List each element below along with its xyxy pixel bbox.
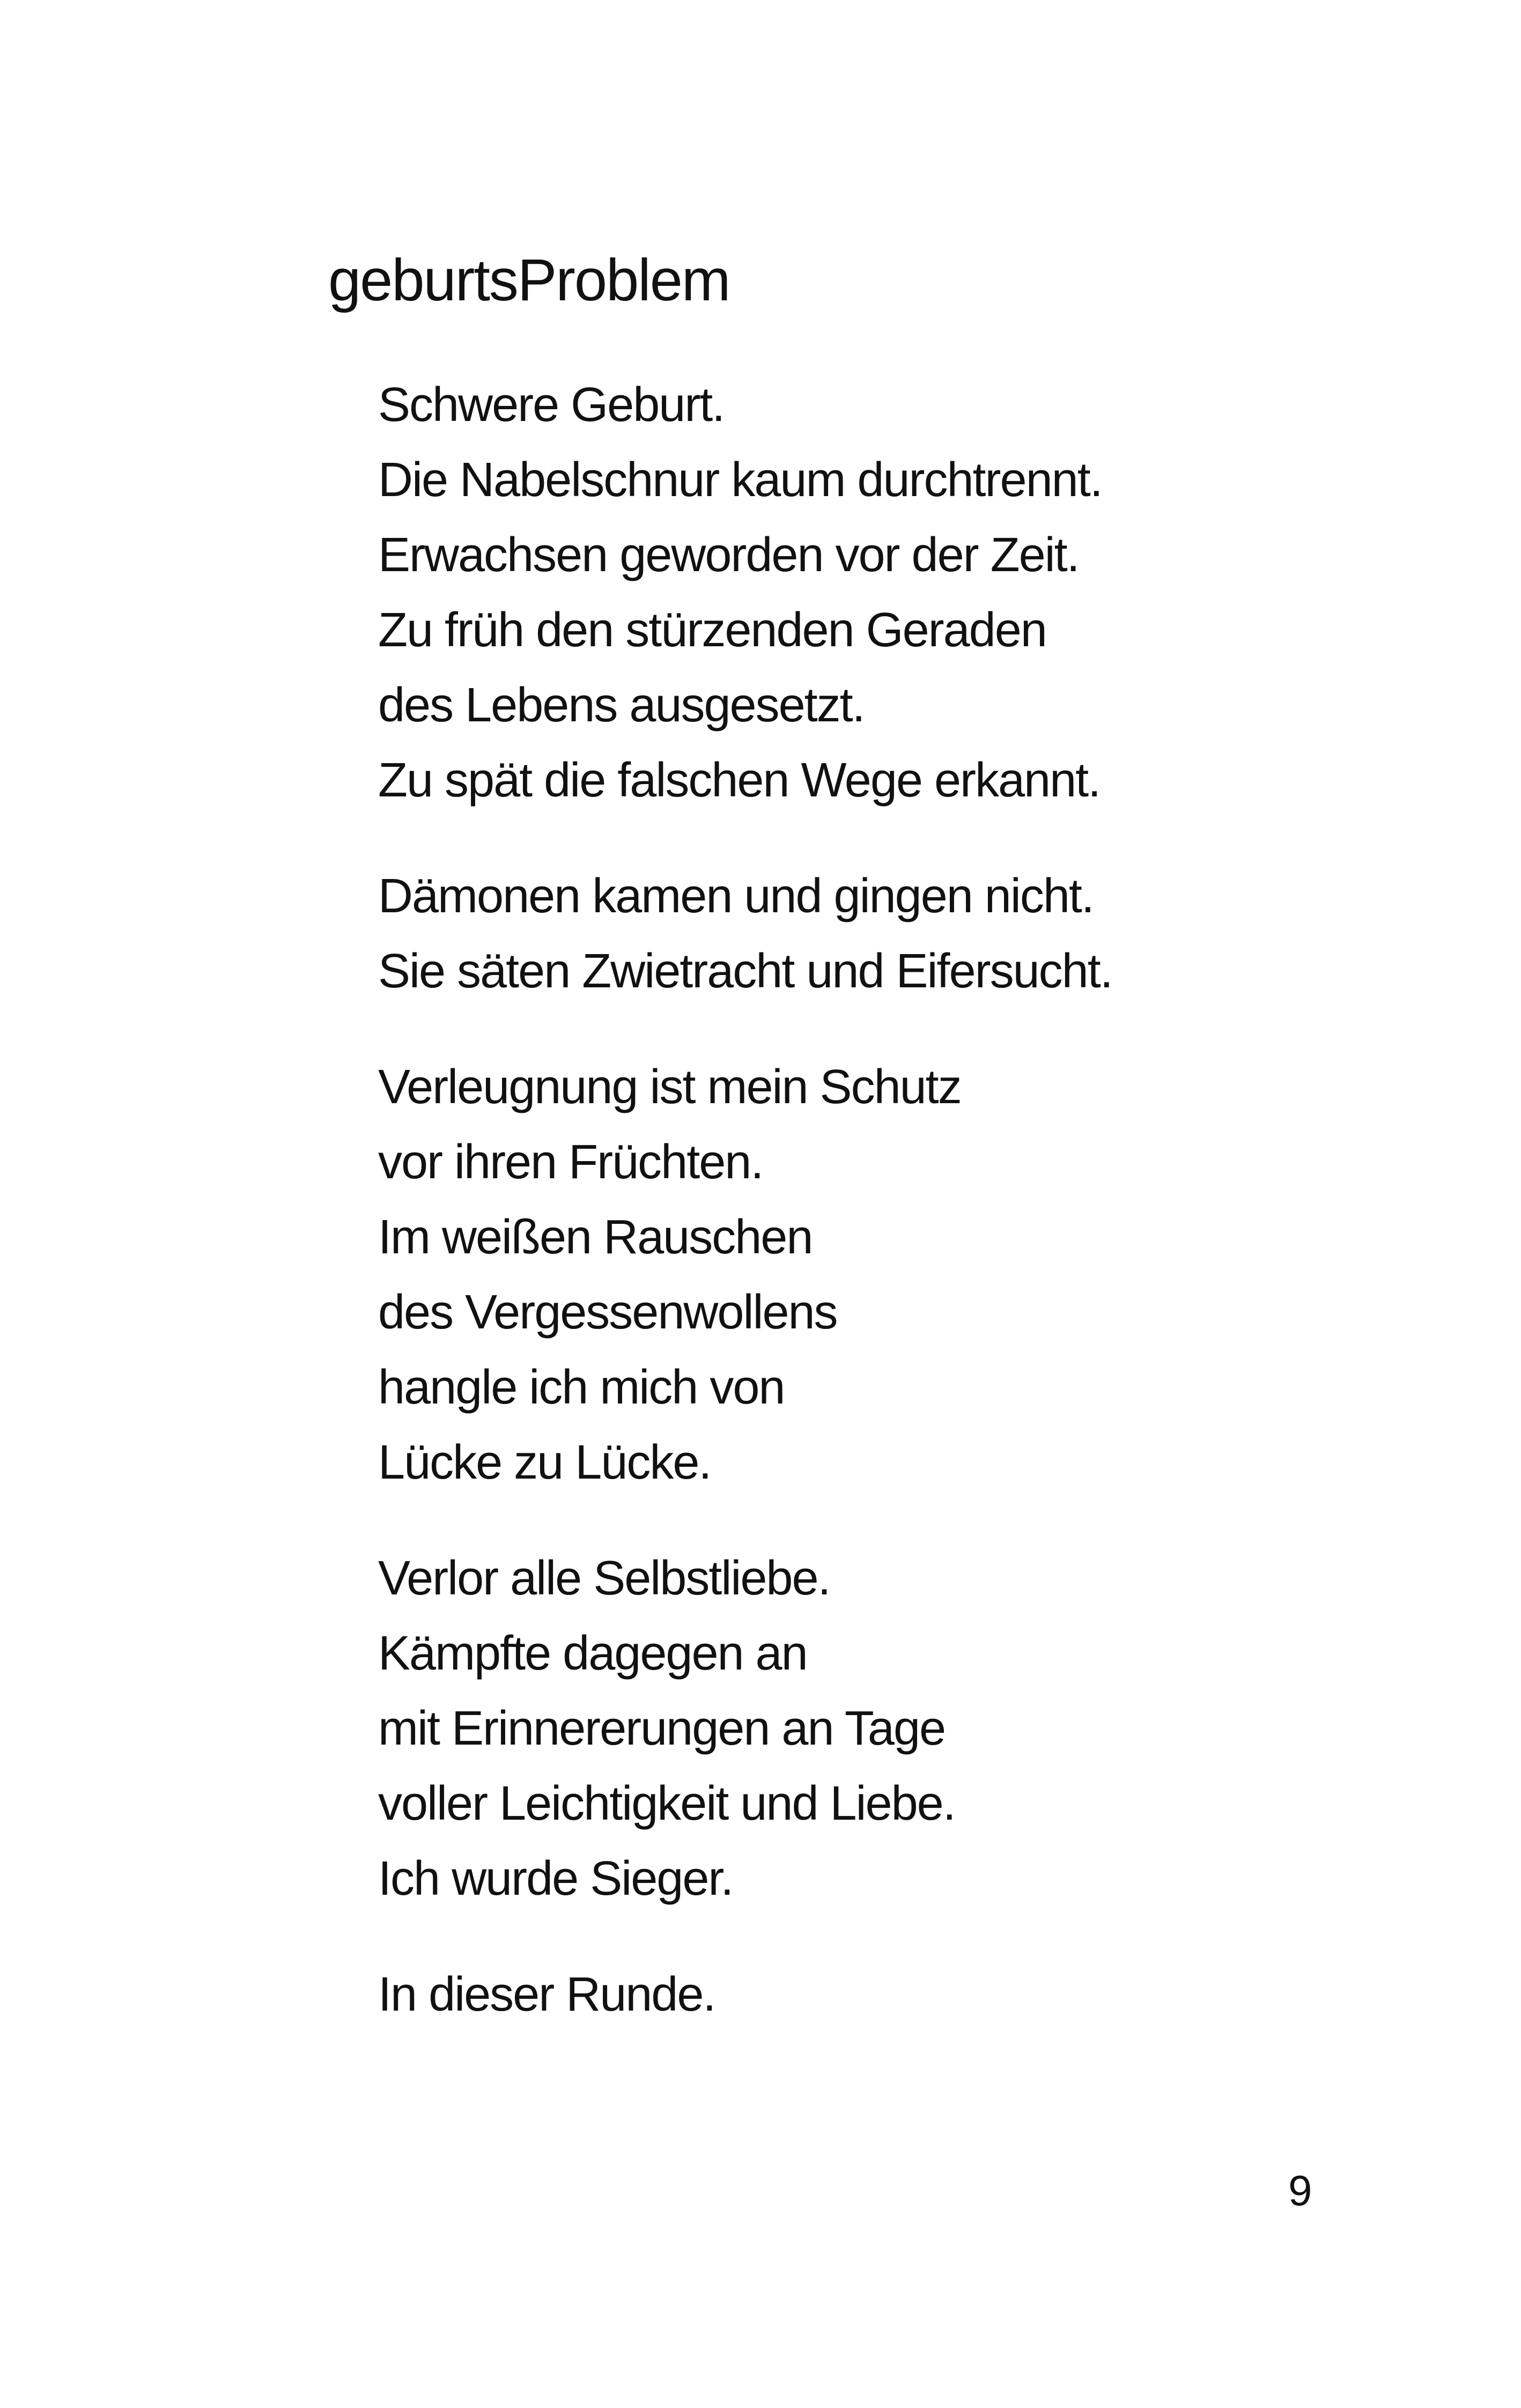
poem-line: voller Leichtigkeit und Liebe.: [378, 1777, 955, 1830]
poem-line: mit Erinnererungen an Tage: [378, 1702, 946, 1755]
poem-line: Verleugnung ist mein Schutz: [378, 1060, 961, 1114]
poem-line: des Lebens ausgesetzt.: [378, 678, 865, 732]
poem-line: Dämonen kamen und gingen nicht.: [378, 869, 1094, 923]
poem-line: Kämpfte dagegen an: [378, 1627, 807, 1680]
poem-line: Erwachsen geworden vor der Zeit.: [378, 528, 1079, 582]
poem-line: Im weißen Rauschen: [378, 1210, 813, 1264]
poem-line: Zu spät die falschen Wege erkannt.: [378, 754, 1101, 807]
poem-line: In dieser Runde.: [378, 1968, 715, 2021]
page-number: 9: [1288, 2167, 1312, 2214]
poem-line: vor ihren Früchten.: [378, 1135, 763, 1189]
poem-line: des Vergessenwollens: [378, 1286, 837, 1339]
stanza-3: [378, 1050, 1112, 1500]
poem-line: Lücke zu Lücke.: [378, 1436, 711, 1489]
stanza-5: [378, 1957, 1112, 2032]
poem-line: Die Nabelschnur kaum durchtrennt.: [378, 453, 1102, 507]
poem-line: Schwere Geburt.: [378, 378, 725, 432]
poem-body: [378, 367, 1112, 2073]
poem-line: Zu früh den stürzenden Geraden: [378, 603, 1046, 657]
poem-title: geburtsProblem: [328, 247, 730, 313]
stanza-2: [378, 859, 1112, 1009]
poem-line: Sie säten Zwietracht und Eifersucht.: [378, 944, 1112, 998]
poem-line: hangle ich mich von: [378, 1361, 785, 1414]
stanza-4: [378, 1541, 1112, 1916]
poem-line: Ich wurde Sieger.: [378, 1852, 733, 1905]
poem-line: Verlor alle Selbstliebe.: [378, 1552, 830, 1605]
stanza-1: [378, 367, 1112, 818]
